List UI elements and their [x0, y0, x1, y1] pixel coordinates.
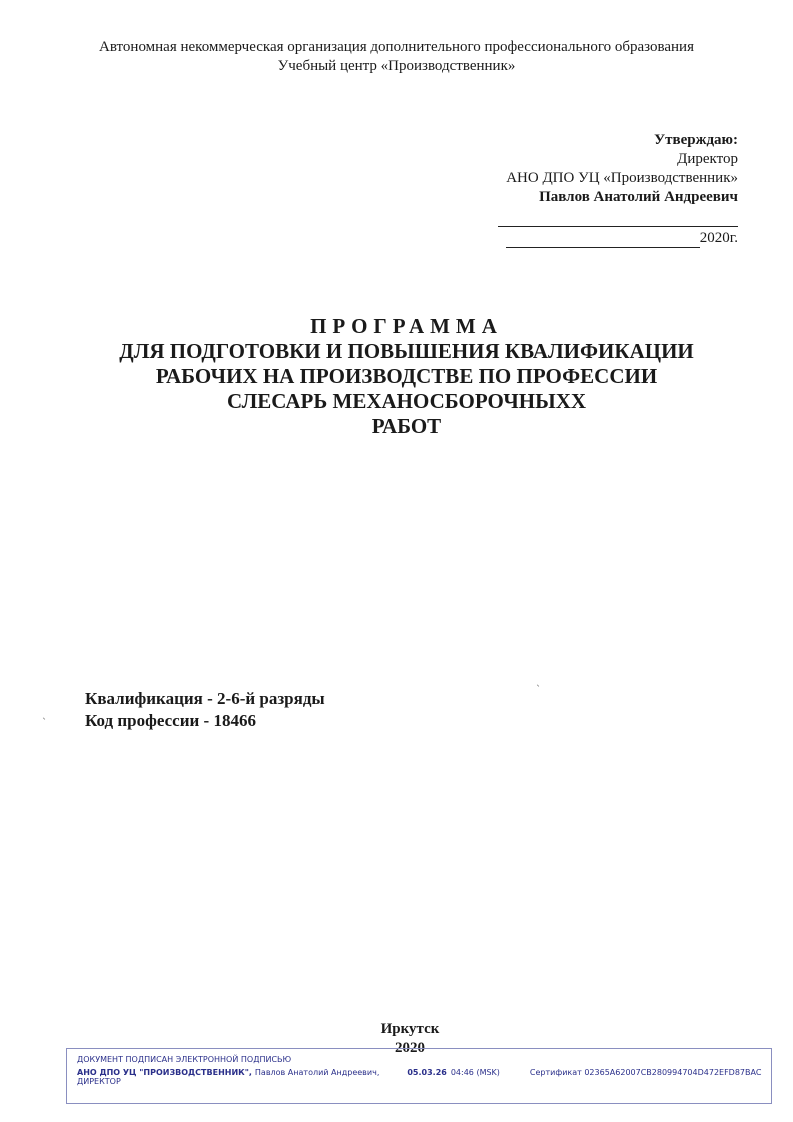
- electronic-signature-stamp: [66, 1048, 772, 1104]
- title-line-4: СЛЕСАРЬ МЕХАНОСБОРОЧНЫХХ: [226, 389, 587, 413]
- profession-code: Код профессии - 18466: [85, 711, 256, 730]
- approval-block: [438, 131, 738, 248]
- title-line-3: РАБОЧИХ НА ПРОИЗВОДСТВЕ ПО ПРОФЕССИИ: [155, 364, 658, 388]
- stamp-role: ДИРЕКТОР: [77, 1077, 121, 1086]
- organization-header: [0, 38, 793, 76]
- footer-city: Иркутск: [380, 1021, 440, 1037]
- qualification-level: Квалификация - 2-6-й разряды: [85, 689, 325, 708]
- date-line: [438, 229, 738, 248]
- title-line-2: ДЛЯ ПОДГОТОВКИ И ПОВЫШЕНИЯ КВАЛИФИКАЦИИ: [119, 339, 694, 363]
- title-line-5: РАБОТ: [371, 414, 442, 438]
- stamp-heading: ДОКУМЕНТ ПОДПИСАН ЭЛЕКТРОННОЙ ПОДПИСЬЮ: [77, 1055, 292, 1064]
- date-year: 2020г.: [699, 230, 738, 246]
- org-line-2: Учебный центр «Производственник»: [277, 58, 516, 74]
- approval-organization: АНО ДПО УЦ «Производственник»: [506, 170, 738, 186]
- signature-line: [498, 213, 738, 227]
- qualification-block: [85, 688, 325, 732]
- program-title: [60, 314, 753, 439]
- approval-heading: Утверждаю:: [654, 132, 738, 148]
- scan-mark: ˎ: [42, 709, 47, 720]
- approval-name: Павлов Анатолий Андреевич: [539, 189, 738, 205]
- date-blank: [506, 231, 700, 248]
- stamp-time: 04:46 (MSK): [450, 1068, 500, 1077]
- scan-mark: ˎ: [536, 676, 541, 687]
- approval-position: Директор: [677, 151, 738, 167]
- stamp-details-row: [77, 1068, 761, 1077]
- stamp-org: АНО ДПО УЦ "ПРОИЗВОДСТВЕННИК",: [77, 1068, 252, 1077]
- stamp-date: 05.03.26: [407, 1068, 447, 1077]
- org-line-1: Автономная некоммерческая организация дополнительного профессионального образования: [99, 39, 694, 55]
- footer-year: 2020: [395, 1040, 425, 1056]
- stamp-certificate: Сертификат 02365A62007CB280994704D472EFD87BAC: [529, 1068, 762, 1077]
- stamp-signer: Павлов Анатолий Андреевич,: [254, 1068, 380, 1077]
- title-line-1: ПРОГРАММА: [310, 314, 503, 338]
